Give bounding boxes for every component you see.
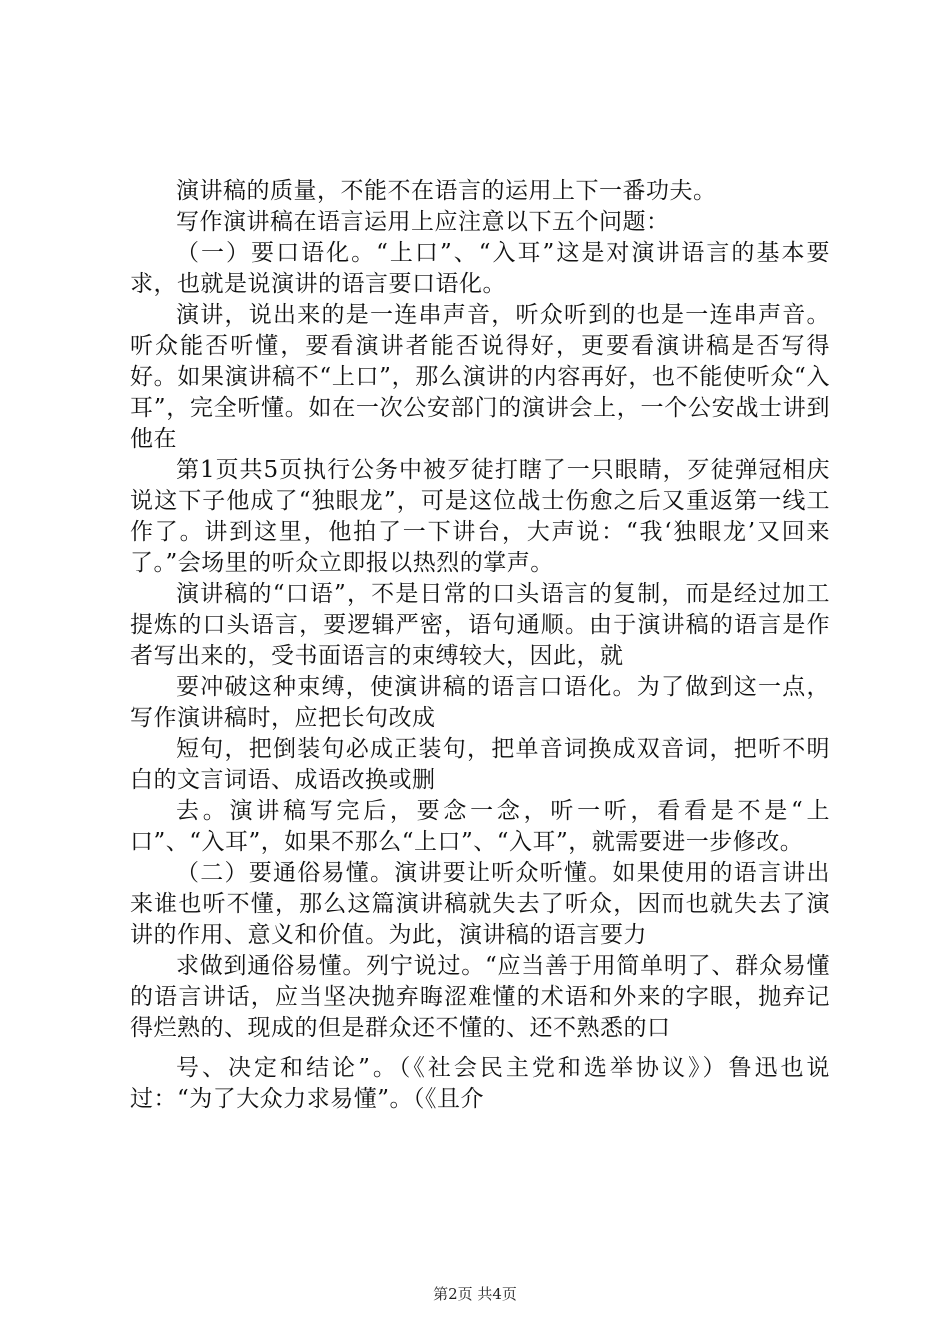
paragraph: （二）要通俗易懂。演讲要让听众听懂。如果使用的语言讲出来谁也听不懂，那么这篇演讲稿就失去了听众，因而也就失去了演讲的作用、意义和价值。为此，演讲稿的语言要力	[130, 860, 830, 948]
paragraph: 写作演讲稿在语言运用上应注意以下五个问题：	[176, 209, 670, 235]
paragraph: 要冲破这种束缚，使演讲稿的语言口语化。为了做到这一点，写作演讲稿时，应把长句改成	[130, 674, 830, 731]
paragraph: 演讲稿的质量，不能不在语言的运用上下一番功夫。	[176, 178, 717, 204]
paragraph: 去。演讲稿写完后，要念一念，听一听，看看是不是“上口”、“入耳”，如果不那么“上口”、“入耳”，就需要进一步修改。	[130, 798, 830, 855]
paragraph: 号、决定和结论”。（《社会民主党和选举协议》）鲁迅也说过：“为了大众力求易懂”。（《且介	[130, 1055, 830, 1112]
paragraph: 演讲稿的“口语”，不是日常的口头语言的复制，而是经过加工提炼的口头语言，要逻辑严密，语句通顺。由于演讲稿的语言是作者写出来的，受书面语言的束缚较大，因此，就	[130, 581, 830, 669]
paragraph: 演讲，说出来的是一连串声音，听众听到的也是一连串声音。听众能否听懂，要看演讲者能否说得好，更要看演讲稿是否写得好。如果演讲稿不“上口”，那么演讲的内容再好，也不能使听众“入耳”，完全听懂。如在一次公安部门的演讲会上，一个公安战士讲到他在	[130, 302, 830, 452]
body-text	[130, 176, 830, 1115]
paragraph: 第1页共5页执行公务中被歹徒打瞎了一只眼睛，歹徒弹冠相庆说这下子他成了“独眼龙”，可是这位战士伤愈之后又重返第一线工作了。讲到这里，他拍了一下讲台，大声说：“我‘独眼龙’又回来了。”会场里的听众立即报以热烈的掌声。	[130, 457, 830, 576]
page-footer: 第2页 共4页	[433, 1285, 517, 1303]
paragraph: 求做到通俗易懂。列宁说过。“应当善于用简单明了、群众易懂的语言讲话，应当坚决抛弃晦涩难懂的术语和外来的字眼，抛弃记得烂熟的、现成的但是群众还不懂的、还不熟悉的口	[130, 953, 830, 1041]
paragraph: 短句，把倒装句必成正装句，把单音词换成双音词，把听不明白的文言词语、成语改换或删	[130, 736, 830, 793]
paragraph: （一）要口语化。“上口”、“入耳”这是对演讲语言的基本要求，也就是说演讲的语言要口语化。	[130, 240, 830, 297]
